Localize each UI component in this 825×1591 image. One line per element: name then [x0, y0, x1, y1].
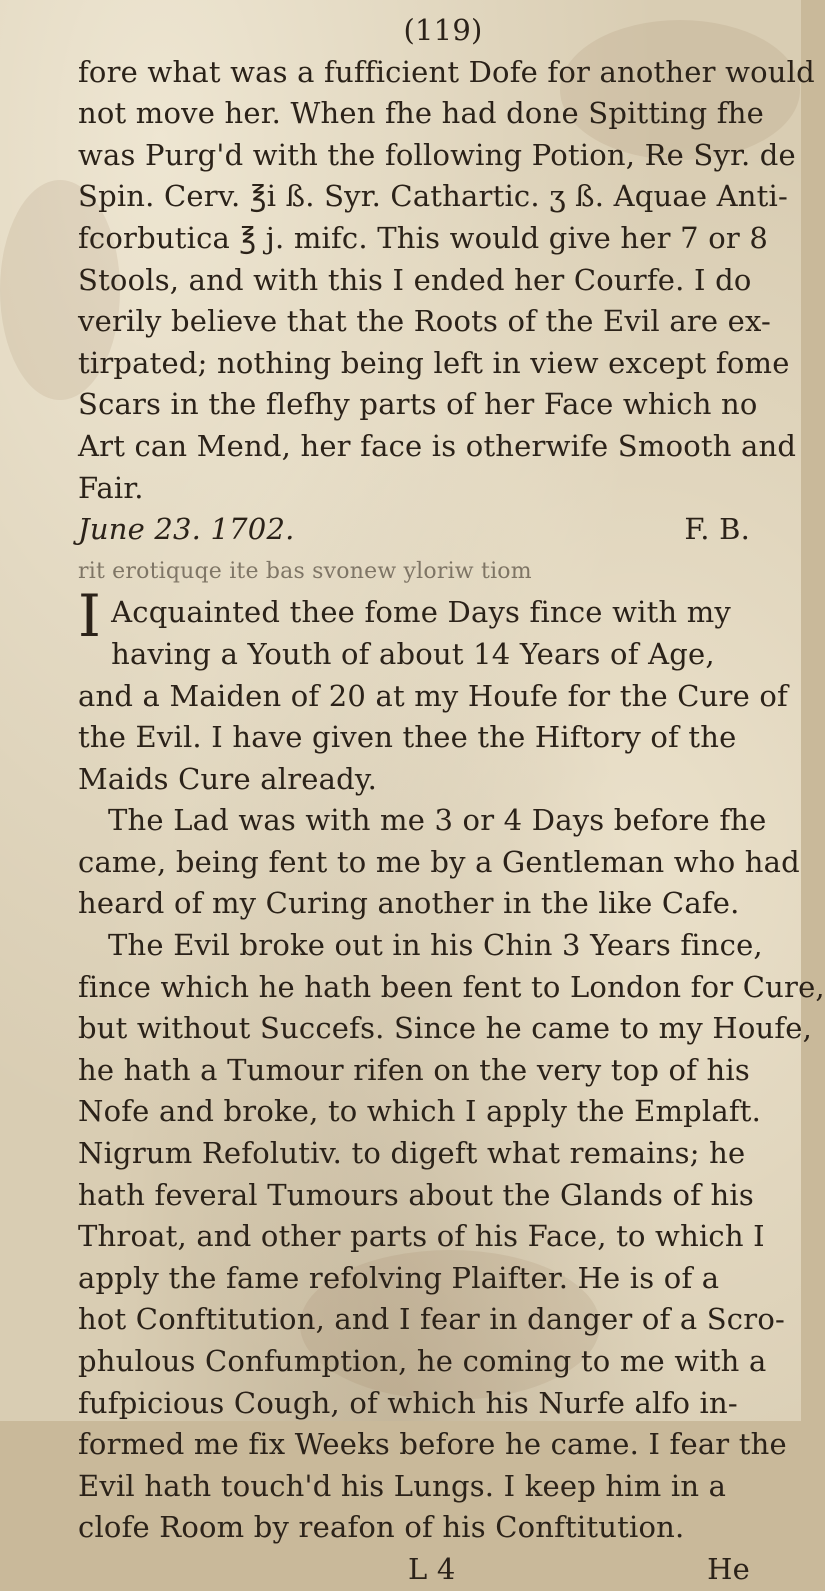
text-line: was Purg'd with the following Potion, Re Syr. de [78, 137, 796, 172]
text-line: came, being fent to me by a Gentleman who had [78, 844, 800, 879]
text-line: Stools, and with this I ended her Courfe. I do [78, 262, 752, 297]
text-line: The Lad was with me 3 or 4 Days before fhe [108, 803, 767, 838]
text-line: clofe Room by reafon of his Conftitution. [78, 1510, 685, 1545]
text-line: and a Maiden of 20 at my Houfe for the Cure of [78, 678, 788, 713]
text-line: Fair. [78, 470, 144, 505]
letter-date: June 23. 1702. [78, 512, 295, 547]
text-line: formed me fix Weeks before he came. I fear the [78, 1427, 787, 1462]
text-line: phulous Confumption, he coming to me with a [78, 1344, 767, 1378]
bleed-through-line: rit erotiquqe ite bas svonew yloriw tiom [78, 558, 532, 584]
text-line: apply the fame refolving Plaifter. He is of a [78, 1260, 720, 1295]
text-line: fince which he hath been fent to London for Cure, [78, 969, 825, 1004]
text-line: tirpated; nothing being left in view except fome [78, 345, 790, 380]
text-line: hot Conftitution, and I fear in danger of a Scro- [78, 1302, 785, 1337]
page-text [78, 10, 825, 1591]
text-line: verily believe that the Roots of the Evil are ex- [78, 304, 772, 339]
text-line: fcorbutica ℥ j. mifc. This would give her 7 or 8 [78, 220, 768, 255]
text-line: hath feveral Tumours about the Glands of his [78, 1177, 754, 1212]
catchword: He [707, 1551, 750, 1586]
text-line: he hath a Tumour rifen on the very top of his [78, 1052, 750, 1087]
text-line: having a Youth of about 14 Years of Age, [111, 636, 715, 671]
text-line: Spin. Cerv. ℥i ß. Syr. Cathartic. ʒ ß. Aquae Anti- [78, 179, 788, 214]
footer-line [78, 1549, 768, 1591]
signoff-line [78, 509, 768, 551]
text-line: Nofe and broke, to which I apply the Emplaft. [78, 1094, 762, 1129]
letter-initials: F. B. [684, 512, 750, 547]
text-line: Maids Cure already. [78, 761, 378, 796]
text-line: Throat, and other parts of his Face, to which I [78, 1219, 765, 1254]
text-line: but without Succefs. Since he came to my Houfe, [78, 1011, 813, 1046]
text-line: The Evil broke out in his Chin 3 Years fince, [108, 928, 763, 963]
text-line: Art can Mend, her face is otherwife Smooth and [78, 428, 797, 463]
text-line: the Evil. I have given thee the Hiftory of the [78, 720, 737, 755]
text-line-content: Acquainted thee fome Days fince with my [111, 595, 731, 630]
text-line: Scars in the flefhy parts of her Face which no [78, 387, 758, 422]
drop-cap: I [78, 582, 102, 651]
text-line: fore what was a fufficient Dofe for another would [78, 54, 815, 89]
text-line: heard of my Curing another in the like Cafe. [78, 886, 740, 921]
text-line: Nigrum Refolutiv. to digeft what remains; he [78, 1136, 746, 1171]
text-line: not move her. When fhe had done Spitting fhe [78, 96, 764, 131]
text-line [78, 582, 768, 651]
signature-mark: L 4 [408, 1551, 456, 1586]
text-line: Evil hath touch'd his Lungs. I keep him in a [78, 1468, 727, 1503]
text-line: fufpicious Cough, of which his Nurfe alfo in- [78, 1385, 738, 1420]
page-number: (119) [403, 13, 483, 47]
